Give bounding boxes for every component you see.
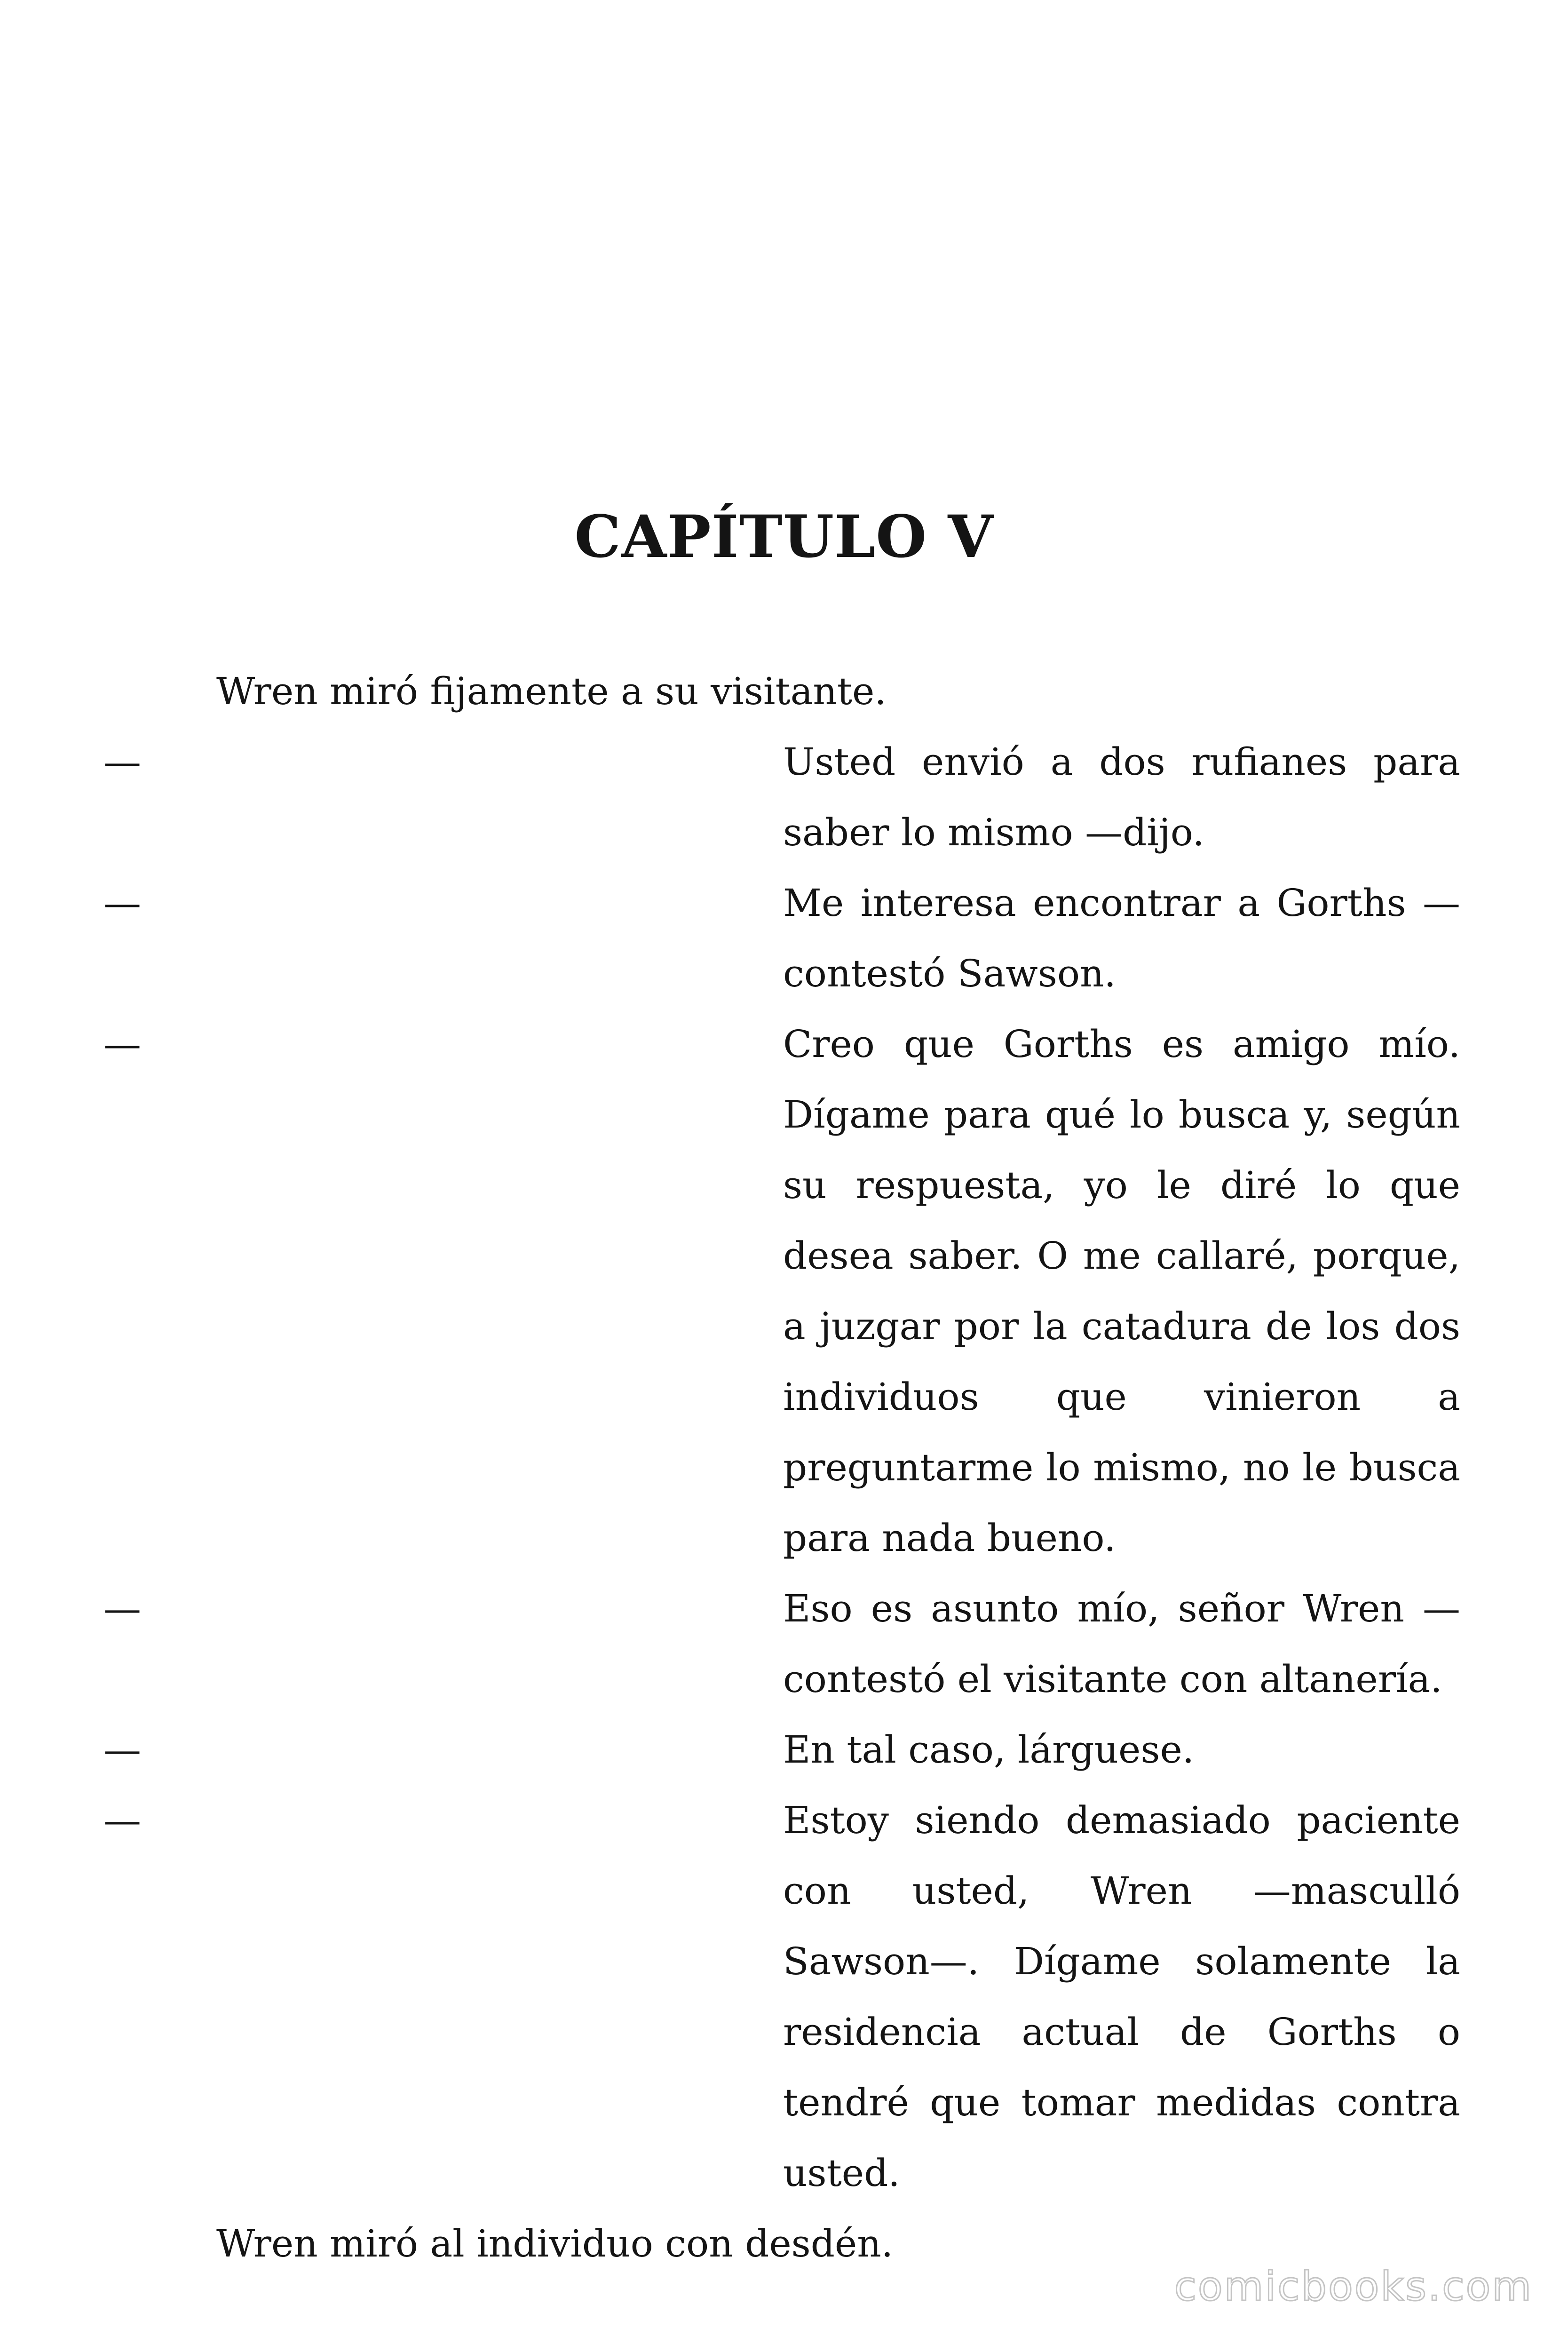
- dialogue-dash: —: [103, 1587, 141, 1630]
- watermark-logo: comicbooks.com: [1174, 2263, 1533, 2310]
- dialogue-text: Usted envió a dos rufianes para saber lo mismo —dijo.: [783, 740, 1460, 854]
- narration-paragraph: Wren miró fijamente a su visitante.: [216, 669, 887, 713]
- dialogue-text: Me interesa encontrar a Gorths —contestó Sawson.: [783, 881, 1460, 995]
- dialogue-dash: —: [103, 1798, 141, 1842]
- dialogue-paragraph: [0, 727, 1568, 868]
- dialogue-paragraph: [0, 868, 1568, 1009]
- chapter-body: [0, 656, 1568, 2279]
- dialogue-paragraph: [0, 1785, 1568, 2209]
- dialogue-dash: —: [103, 740, 141, 784]
- narration-paragraph: Wren miró al individuo con desdén.: [216, 2222, 894, 2265]
- dialogue-paragraph: [0, 1573, 1568, 1715]
- dialogue-text: Estoy siendo demasiado paciente con usted, Wren —masculló Sawson—. Dígame solamente la residencia actual de Gorths o tendré que tomar medidas contra usted.: [783, 1798, 1460, 2195]
- dialogue-dash: —: [103, 881, 141, 925]
- dialogue-paragraph: [0, 1009, 1568, 1573]
- dialogue-dash: —: [103, 1022, 141, 1066]
- dialogue-text: En tal caso, lárguese.: [783, 1728, 1195, 1772]
- dialogue-text: Creo que Gorths es amigo mío. Dígame para qué lo busca y, según su respuesta, yo le diré lo que desea saber. O me callaré, porque, a juzgar por la catadura de los dos individuos que vinieron a preguntarme lo mismo, no le busca para nada bueno.: [783, 1022, 1460, 1560]
- chapter-title: CAPÍTULO V: [574, 503, 994, 571]
- dialogue-text: Eso es asunto mío, señor Wren —contestó el visitante con altanería.: [783, 1587, 1460, 1701]
- dialogue-paragraph: [0, 1715, 1568, 1785]
- dialogue-dash: —: [103, 1728, 141, 1772]
